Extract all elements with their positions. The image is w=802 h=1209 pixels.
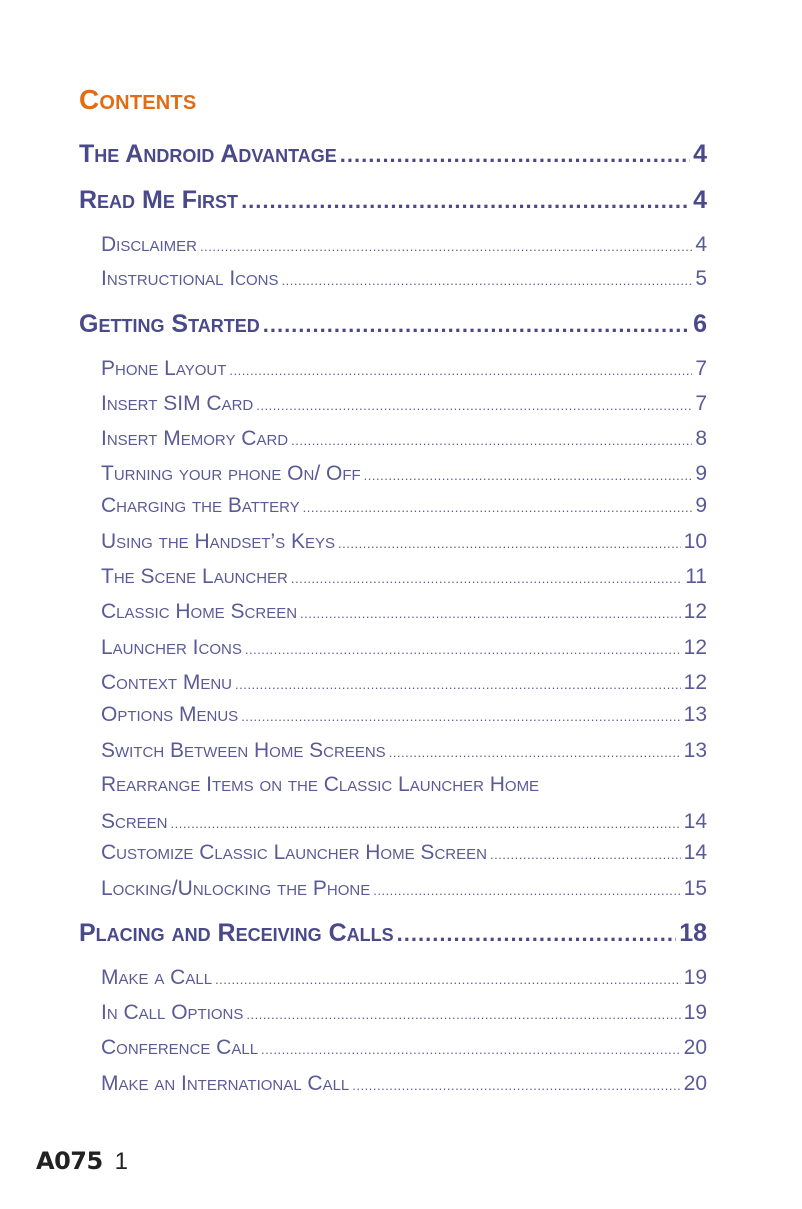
toc-page-number: 4: [695, 233, 707, 256]
toc-page-number: 4: [693, 140, 707, 168]
leader-dots: [291, 565, 682, 589]
toc-page-number: 7: [695, 392, 707, 415]
toc-page-number: 20: [683, 1072, 707, 1095]
toc-subsection-title: Switch Between Home Screens: [101, 739, 386, 762]
toc-subsection-entry[interactable]: [101, 810, 707, 834]
toc-subsection-entry[interactable]: [101, 233, 707, 257]
toc-page-number: 4: [693, 186, 707, 214]
toc-subsection-entry[interactable]: [101, 392, 707, 416]
leader-dots: [282, 267, 693, 291]
leader-dots: [338, 530, 681, 554]
toc-page-number: 19: [683, 966, 707, 989]
toc-subsection-title: Make an International Call: [101, 1072, 350, 1095]
toc-subsection-entry[interactable]: [101, 877, 707, 901]
leader-dots: [373, 877, 680, 901]
leader-dots: [291, 427, 692, 451]
toc-subsection-title: Turning your phone On/ Off: [101, 462, 361, 485]
page-footer: [36, 1147, 128, 1176]
toc-subsection-title-line[interactable]: Rearrange Items on the Classic Launcher Home: [101, 773, 540, 796]
toc-subsection-title: Options Menus: [101, 703, 239, 726]
toc-section-entry[interactable]: [79, 310, 707, 339]
model-label: A075: [36, 1147, 103, 1175]
toc-subsection-entry[interactable]: [101, 1001, 707, 1025]
toc-subsection-entry[interactable]: [101, 1036, 707, 1060]
toc-subsection-title: Make a Call: [101, 966, 213, 989]
toc-page-number: 9: [695, 462, 707, 485]
toc-subsection-entry[interactable]: [101, 357, 707, 381]
leader-dots: [241, 703, 680, 727]
toc-section-title: Getting Started: [79, 310, 260, 338]
toc-subsection-entry[interactable]: [101, 966, 707, 990]
toc-subsection-entry[interactable]: [101, 565, 707, 589]
toc-subsection-entry[interactable]: [101, 530, 707, 554]
toc-subsection-title: Insert SIM Card: [101, 392, 254, 415]
toc-page-number: 8: [695, 427, 707, 450]
toc-page-number: 19: [683, 1001, 707, 1024]
toc-page-number: 11: [685, 565, 707, 588]
toc-page-number: 14: [683, 841, 707, 864]
toc-subsection-title: Screen: [101, 810, 168, 833]
toc-subsection-title: Disclaimer: [101, 233, 198, 256]
toc-subsection-entry[interactable]: [101, 494, 707, 518]
toc-page-number: 13: [683, 739, 707, 762]
toc-section-entry[interactable]: [79, 186, 707, 215]
toc-page-number: 5: [695, 267, 707, 290]
toc-subsection-title: Insert Memory Card: [101, 427, 289, 450]
leader-dots: [215, 966, 681, 990]
toc-page-number: 12: [683, 636, 707, 659]
toc-subsection-title: Classic Home Screen: [101, 600, 298, 623]
leader-dots: [235, 671, 681, 695]
toc-subsection-title: Locking/Unlocking the Phone: [101, 877, 371, 900]
toc-subsection-entry[interactable]: [101, 671, 707, 695]
toc-page-number: 10: [683, 530, 707, 553]
leader-dots: [364, 462, 693, 486]
toc-page-number: 6: [693, 310, 707, 338]
toc-page-number: 9: [695, 494, 707, 517]
table-of-contents: [79, 0, 707, 1209]
page-number: 1: [114, 1148, 129, 1175]
leader-dots: [261, 1036, 681, 1060]
toc-page-number: 15: [683, 877, 707, 900]
leader-dots: [229, 357, 692, 381]
toc-subsection-entry[interactable]: [101, 462, 707, 486]
leader-dots: [397, 919, 677, 948]
toc-section-title: The Android Advantage: [79, 140, 337, 168]
leader-dots: [256, 392, 692, 416]
toc-subsection-title: In Call Options: [101, 1001, 244, 1024]
toc-subsection-title: The Scene Launcher: [101, 565, 288, 588]
toc-subsection-title: Charging the Battery: [101, 494, 300, 517]
toc-page-number: 20: [683, 1036, 707, 1059]
leader-dots: [303, 494, 693, 518]
leader-dots: [300, 600, 681, 624]
leader-dots: [490, 841, 681, 865]
toc-subsection-title: Instructional Icons: [101, 267, 279, 290]
toc-subsection-title: Launcher Icons: [101, 636, 242, 659]
toc-section-entry[interactable]: [79, 140, 707, 169]
leader-dots: [241, 186, 690, 215]
toc-subsection-entry[interactable]: [101, 1072, 707, 1096]
toc-page-number: 12: [683, 600, 707, 623]
toc-section-title: Read Me First: [79, 186, 239, 214]
toc-page-number: 13: [683, 703, 707, 726]
toc-subsection-entry[interactable]: [101, 267, 707, 291]
leader-dots: [340, 140, 690, 169]
toc-subsection-entry[interactable]: [101, 636, 707, 660]
toc-subsection-entry[interactable]: [101, 703, 707, 727]
toc-page-number: 7: [695, 357, 707, 380]
toc-page-number: 18: [679, 919, 707, 947]
leader-dots: [171, 810, 681, 834]
toc-subsection-title: Conference Call: [101, 1036, 259, 1059]
toc-page-number: 12: [683, 671, 707, 694]
toc-subsection-entry[interactable]: [101, 427, 707, 451]
toc-page-number: 14: [683, 810, 707, 833]
toc-subsection-title: Using the Handset’s Keys: [101, 530, 336, 553]
toc-section-entry[interactable]: [79, 919, 707, 948]
toc-subsection-title: Phone Layout: [101, 357, 227, 380]
toc-section-title: Placing and Receiving Calls: [79, 919, 394, 947]
toc-subsection-title: Context Menu: [101, 671, 232, 694]
leader-dots: [352, 1072, 680, 1096]
toc-subsection-title: Customize Classic Launcher Home Screen: [101, 841, 487, 864]
leader-dots: [263, 310, 690, 339]
leader-dots: [200, 233, 692, 257]
toc-subsection-entry[interactable]: [101, 739, 707, 763]
contents-title: Contents: [79, 84, 197, 115]
leader-dots: [389, 739, 681, 763]
toc-subsection-entry[interactable]: [101, 600, 707, 624]
leader-dots: [245, 636, 681, 660]
toc-subsection-entry[interactable]: [101, 841, 707, 865]
leader-dots: [246, 1001, 680, 1025]
